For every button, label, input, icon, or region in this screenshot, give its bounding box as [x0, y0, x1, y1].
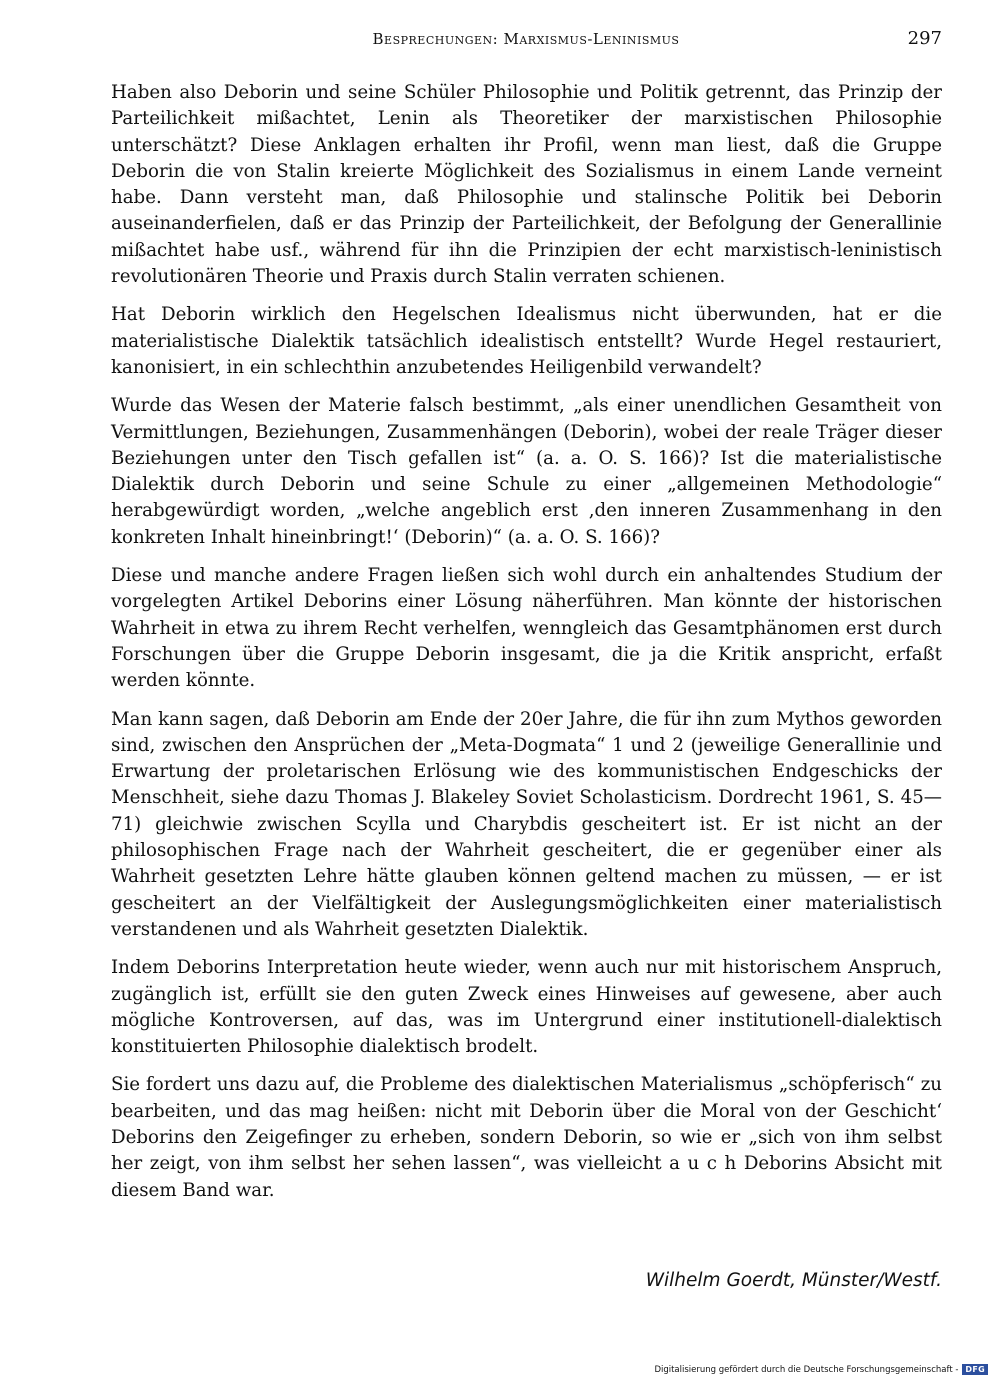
paragraph: Hat Deborin wirklich den Hegelschen Idealismus nicht überwunden, hat er die materialistische Dialektik tatsächlich idealistisch entstellt? Wurde Hegel restauriert, kanonisiert, in ein schlechthin anzubetendes Heiligenbild verwandelt? — [111, 304, 942, 378]
paragraph: Wurde das Wesen der Materie falsch bestimmt, „als einer unendlichen Gesamtheit von Vermittlungen, Beziehungen, Zusammenhängen (Deborin), wobei der reale Träger dieser Beziehungen unter den Tisch gefallen ist“ (a. a. O. S. 166)? Ist die materialistische Dialektik durch Deborin und seine Schule zu einer „allgemeinen Methodologie“ herabgewürdigt worden, „welche angeblich erst ‚den inneren Zusammenhang in den konkreten Inhalt hineinbringt!‘ (Deborin)“ (a. a. O. S. 166)? — [111, 395, 942, 548]
body-text — [111, 80, 942, 1216]
author-signature: Wilhelm Goerdt, Münster/Westf. — [645, 1270, 942, 1291]
paragraph: Diese und manche andere Fragen ließen sich wohl durch ein anhaltendes Studium der vorgelegten Artikel Deborins einer Lösung näherführen. Man könnte der historischen Wahrheit in etwa zu ihrem Recht verhelfen, wenngleich das Gesamtphänomen erst durch Forschungen über die Gruppe Deborin insgesamt, die ja die Kritik anspricht, erfaßt werden könnte. — [111, 565, 942, 692]
dfg-logo: DFG — [962, 1364, 988, 1375]
page-number: 297 — [907, 28, 942, 49]
digitization-footer — [654, 1364, 988, 1375]
paragraph: Sie fordert uns dazu auf, die Probleme des dialektischen Materialismus „schöpferisch“ zu bearbeiten, und das mag heißen: nicht mit Deborin über die Moral von der Geschicht‘ Deborins den Zeigefinger zu erheben, sondern Deborin, so wie er „sich von ihm selbst her zeigt, von ihm selbst her sehen lassen“, was vielleicht a u c h Deborins Absicht mit diesem Band war. — [111, 1074, 942, 1201]
running-title: Besprechungen: Marxismus-Leninismus — [372, 30, 680, 48]
page-header — [110, 30, 942, 54]
paragraph: Haben also Deborin und seine Schüler Philosophie und Politik getrennt, das Prinzip der Parteilichkeit mißachtet, Lenin als Theoretiker der marxistischen Philosophie unterschätzt? Diese Anklagen erhalten ihr Profil, wenn man liest, daß die Gruppe Deborin die von Stalin kreierte Möglichkeit des Sozialismus in einem Lande verneint habe. Dann versteht man, daß Philosophie und stalinsche Politik bei Deborin auseinanderfielen, daß er das Prinzip der Parteilichkeit, der Befolgung der Generallinie mißachtet habe usf., während für ihn die Prinzipien der echt marxistisch-leninistisch revolutionären Theorie und Praxis durch Stalin verraten schienen. — [111, 82, 942, 288]
paragraph: Man kann sagen, daß Deborin am Ende der 20er Jahre, die für ihn zum Mythos geworden sind, zwischen den Ansprüchen der „Meta-Dogmata“ 1 und 2 (jeweilige Generallinie und Erwartung der proletarischen Erlösung wie des kommunistischen Endgeschicks der Menschheit, siehe dazu Thomas J. Blakeley Soviet Scholasticism. Dordrecht 1961, S. 45—71) gleichwie zwischen Scylla und Charybdis gescheitert ist. Er ist nicht an der philosophischen Frage nach der Wahrheit gescheitert, die er gegenüber einer als Wahrheit gesetzten Lehre hätte glauben können geltend machen zu müssen, — er ist gescheitert an der Vielfältigkeit der Auslegungsmöglichkeiten einer materialistisch verstandenen und als Wahrheit gesetzten Dialektik. — [111, 708, 942, 940]
paragraph: Indem Deborins Interpretation heute wieder, wenn auch nur mit historischem Anspruch, zugänglich ist, erfüllt sie den guten Zweck eines Hinweises auf gewesene, aber auch mögliche Kontroversen, auf das, was im Untergrund einer institutionell-dialektisch konstituierten Philosophie dialektisch brodelt. — [111, 957, 942, 1058]
footer-text: Digitalisierung gefördert durch die Deutsche Forschungsgemeinschaft - — [654, 1364, 959, 1375]
